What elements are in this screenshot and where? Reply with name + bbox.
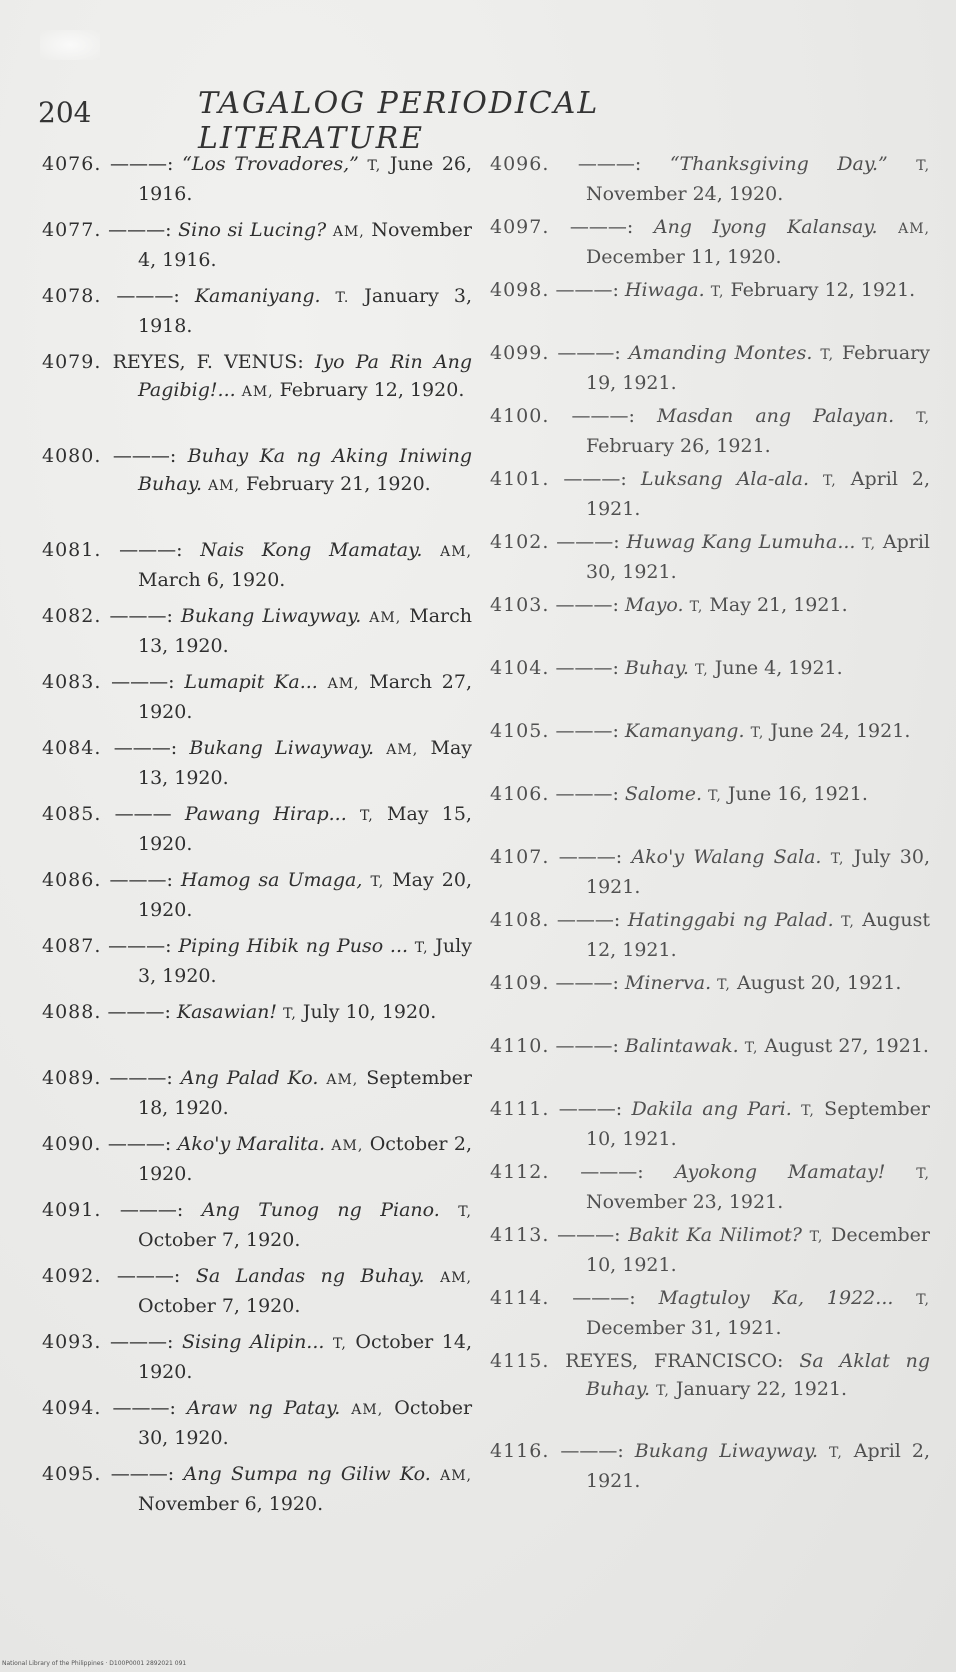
entry-author: ———:: [110, 1331, 174, 1353]
bibliography-entry: [42, 998, 472, 1064]
entry-title: “Los Trovadores,”: [182, 153, 359, 175]
bibliography-entry: [490, 717, 930, 780]
entry-periodical: AM,: [208, 478, 240, 494]
entry-title: Lumapit Ka...: [184, 671, 318, 693]
entry-date: May 21, 1921.: [709, 594, 848, 616]
bibliography-entry: [490, 969, 930, 1032]
entry-number: 4077.: [42, 219, 102, 241]
entry-number: 4079.: [42, 351, 102, 373]
bibliography-entry: [490, 843, 930, 906]
entry-date: June 16, 1921.: [727, 783, 868, 805]
entry-author: ———:: [109, 605, 173, 627]
entry-periodical: T,: [830, 851, 845, 867]
entry-title: Magtuloy Ka, 1922...: [658, 1287, 894, 1309]
bibliography-entry: [490, 465, 930, 528]
entry-title: Nais Kong Mamatay.: [200, 539, 423, 561]
bibliography-entry: [42, 668, 472, 734]
bibliography-entry: [42, 536, 472, 602]
entry-author: ———:: [109, 1067, 173, 1089]
entry-date: October 2, 1920.: [138, 1133, 473, 1185]
bibliography-entry: [490, 150, 930, 213]
entry-title: Dakila ang Pari.: [631, 1098, 792, 1120]
entry-date: February 21, 1920.: [246, 473, 431, 495]
entry-periodical: AM,: [440, 1270, 472, 1286]
left-column: [42, 150, 472, 1526]
bibliography-entry: [42, 216, 472, 282]
entry-author: ———:: [555, 972, 619, 994]
bibliography-entry: [490, 213, 930, 276]
entry-date: February 19, 1921.: [586, 342, 930, 394]
entry-title: Salome.: [624, 783, 703, 805]
bibliography-entry: [42, 282, 472, 348]
entry-date: October 7, 1920.: [138, 1295, 301, 1317]
bibliography-entry: [490, 276, 930, 339]
entry-title: Minerva.: [624, 972, 712, 994]
bibliography-entry: [490, 591, 930, 654]
entry-title: Buhay Ka ng Aking Iniwing Buhay.: [138, 445, 472, 495]
entry-periodical: T.: [335, 290, 350, 306]
page-smudge: [40, 30, 100, 60]
entry-periodical: T,: [801, 1103, 815, 1119]
entry-number: 4084.: [42, 737, 102, 759]
entry-periodical: T,: [750, 725, 765, 741]
entry-title: Amanding Montes.: [628, 342, 813, 364]
entry-author: ———:: [555, 279, 619, 301]
entry-periodical: T,: [694, 662, 709, 678]
entry-date: April 2, 1921.: [586, 468, 931, 520]
entry-date: September 18, 1920.: [138, 1067, 473, 1119]
entry-periodical: AM,: [369, 610, 402, 626]
entry-periodical: AM,: [331, 1138, 364, 1154]
bibliography-entry: [42, 1196, 472, 1262]
entry-number: 4103.: [490, 594, 550, 616]
entry-title: Bukang Liwayway.: [180, 605, 362, 627]
bibliography-entry: [490, 1437, 930, 1500]
entry-date: April 30, 1921.: [586, 531, 930, 583]
entry-number: 4086.: [42, 869, 102, 891]
entry-title: Araw ng Patay.: [186, 1397, 341, 1419]
bibliography-entry: [490, 339, 930, 402]
entry-periodical: T,: [370, 874, 385, 890]
entry-date: February 12, 1920.: [279, 379, 465, 401]
entry-number: 4092.: [42, 1265, 102, 1287]
entry-title: Mayo.: [624, 594, 684, 616]
bibliography-entry: [490, 906, 930, 969]
entry-number: 4106.: [490, 783, 550, 805]
entry-number: 4109.: [490, 972, 550, 994]
entry-periodical: T,: [656, 1383, 670, 1399]
entry-author: ———:: [580, 1161, 644, 1183]
entry-periodical: T,: [916, 158, 931, 174]
entry-periodical: AM,: [351, 1402, 384, 1418]
entry-author: REYES, F. VENUS:: [112, 351, 304, 373]
bibliography-entry: [42, 932, 472, 998]
entry-periodical: AM,: [440, 544, 473, 560]
entry-number: 4085.: [42, 803, 102, 825]
entry-number: 4115.: [490, 1350, 550, 1372]
entry-title: Ang Palad Ko.: [180, 1067, 319, 1089]
entry-author: ———:: [112, 1397, 176, 1419]
entry-periodical: AM,: [898, 221, 930, 237]
entry-number: 4095.: [42, 1463, 102, 1485]
entry-author: ———:: [556, 531, 620, 553]
entry-number: 4098.: [490, 279, 550, 301]
entry-author: ———:: [572, 1287, 636, 1309]
entry-date: August 12, 1921.: [586, 909, 930, 961]
entry-number: 4102.: [490, 531, 550, 553]
entry-title: Kamanyang.: [624, 720, 745, 742]
entry-periodical: T,: [717, 977, 731, 993]
entry-number: 4101.: [490, 468, 550, 490]
bibliography-entry: [490, 654, 930, 717]
bibliography-entry: [490, 1158, 930, 1221]
entry-title: Luksang Ala-ala.: [640, 468, 810, 490]
entry-author: ———:: [111, 671, 175, 693]
bibliography-entry: [490, 1221, 930, 1284]
entry-title: Balintawak.: [624, 1035, 739, 1057]
entry-title: Bukang Liwayway.: [634, 1440, 819, 1462]
entry-title: Ako'y Walang Sala.: [631, 846, 822, 868]
bibliography-entry: [42, 800, 472, 866]
entry-author: ———:: [555, 783, 619, 805]
entry-title: Ang Tunog ng Piano.: [201, 1199, 440, 1221]
entry-number: 4080.: [42, 445, 102, 467]
entry-periodical: T,: [820, 347, 835, 363]
entry-number: 4076.: [42, 153, 102, 175]
entry-number: 4108.: [490, 909, 550, 931]
entry-periodical: T,: [744, 1040, 759, 1056]
entry-author: REYES, FRANCISCO:: [565, 1350, 784, 1372]
bibliography-entry: [42, 1130, 472, 1196]
entry-number: 4104.: [490, 657, 550, 679]
entry-date: January 22, 1921.: [675, 1378, 848, 1400]
entry-date: May 15, 1920.: [138, 803, 472, 855]
bibliography-entry: [490, 1032, 930, 1095]
entry-title: Ang Iyong Kalansay.: [653, 216, 878, 238]
entry-number: 4107.: [490, 846, 550, 868]
entry-author: ———:: [110, 1463, 175, 1485]
entry-number: 4088.: [42, 1001, 102, 1023]
entry-title: Kamaniyang.: [194, 285, 321, 307]
entry-title: Iyo Pa Rin Ang Pagibig!...: [138, 351, 473, 401]
entry-periodical: T,: [333, 1336, 347, 1352]
page-number: 204: [38, 96, 92, 129]
entry-author: ———:: [119, 1199, 184, 1221]
entry-author: ———:: [112, 445, 177, 467]
entry-number: 4082.: [42, 605, 102, 627]
entry-date: November 23, 1921.: [586, 1191, 784, 1213]
entry-title: Hiwaga.: [624, 279, 705, 301]
entry-date: March 27, 1920.: [138, 671, 472, 723]
entry-author: ———:: [558, 1098, 623, 1120]
entry-author: ———: [114, 803, 172, 825]
entry-periodical: T,: [916, 1166, 930, 1182]
entry-date: July 3, 1920.: [138, 935, 472, 987]
entry-author: ———:: [116, 1265, 181, 1287]
bibliography-entry: [490, 780, 930, 843]
entry-number: 4081.: [42, 539, 102, 561]
entry-number: 4111.: [490, 1098, 550, 1120]
entry-date: November 4, 1916.: [138, 219, 472, 271]
entry-author: ———:: [109, 869, 173, 891]
entry-author: ———:: [116, 285, 180, 307]
entry-title: Piping Hibik ng Puso ...: [178, 935, 409, 957]
entry-date: February 26, 1921.: [586, 435, 771, 457]
entry-number: 4078.: [42, 285, 102, 307]
entry-periodical: T,: [708, 788, 722, 804]
entry-title: Sising Alipin...: [182, 1331, 325, 1353]
entry-title: Sa Aklat ng Buhay.: [586, 1350, 930, 1400]
bibliography-entry: [490, 1347, 930, 1437]
entry-author: ———:: [119, 539, 183, 561]
entry-number: 4087.: [42, 935, 102, 957]
bibliography-entry: [42, 150, 472, 216]
entry-author: ———:: [555, 1035, 619, 1057]
bibliography-entry: [490, 1284, 930, 1347]
entry-periodical: T,: [841, 914, 855, 930]
entry-date: June 24, 1921.: [770, 720, 911, 742]
entry-date: October 7, 1920.: [138, 1229, 301, 1251]
entry-periodical: AM,: [327, 676, 360, 692]
entry-periodical: AM,: [326, 1072, 359, 1088]
bibliography-entry: [490, 528, 930, 591]
entry-author: ———:: [557, 1224, 621, 1246]
entry-date: October 14, 1920.: [138, 1331, 472, 1383]
running-title: TAGALOG PERIODICAL LITERATURE: [198, 86, 600, 156]
entry-periodical: T,: [916, 1292, 931, 1308]
bibliography-entry: [42, 602, 472, 668]
entry-author: ———:: [113, 737, 178, 759]
entry-author: ———:: [108, 219, 172, 241]
entry-title: Buhay.: [624, 657, 689, 679]
bibliography-entry: [42, 442, 472, 536]
entry-periodical: T,: [367, 158, 382, 174]
entry-periodical: T,: [862, 536, 877, 552]
entry-author: ———:: [571, 405, 635, 427]
bibliography-entry: [42, 734, 472, 800]
entry-date: August 20, 1921.: [736, 972, 902, 994]
entry-number: 4094.: [42, 1397, 102, 1419]
entry-author: ———:: [107, 1001, 171, 1023]
entry-number: 4083.: [42, 671, 102, 693]
entry-number: 4089.: [42, 1067, 102, 1089]
entry-author: ———:: [557, 342, 621, 364]
entry-date: June 4, 1921.: [714, 657, 843, 679]
entry-title: Masdan ang Palayan.: [657, 405, 895, 427]
entry-date: June 26, 1916.: [138, 153, 473, 205]
entry-periodical: T,: [916, 410, 930, 426]
entry-author: ———:: [569, 216, 634, 238]
entry-title: Huwag Kang Lumuha...: [626, 531, 856, 553]
entry-author: ———:: [563, 468, 627, 490]
entry-author: ———:: [110, 153, 174, 175]
entry-date: November 6, 1920.: [138, 1493, 324, 1515]
page-header: [38, 86, 758, 156]
entry-date: April 2, 1921.: [586, 1440, 930, 1492]
entry-date: October 30, 1920.: [138, 1397, 473, 1449]
entry-title: “Thanksgiving Day.”: [669, 153, 888, 175]
entry-periodical: T,: [360, 808, 374, 824]
entry-date: February 12, 1921.: [730, 279, 916, 301]
entry-periodical: T,: [823, 473, 837, 489]
entry-date: May 13, 1920.: [138, 737, 473, 789]
entry-periodical: T,: [689, 599, 704, 615]
entry-number: 4112.: [490, 1161, 550, 1183]
entry-author: ———:: [555, 657, 619, 679]
entry-title: Hatinggabi ng Palad.: [627, 909, 834, 931]
bibliography-entry: [42, 1328, 472, 1394]
bibliography-entry: [42, 1460, 472, 1526]
entry-title: Ayokong Mamatay!: [674, 1161, 886, 1183]
entry-author: ———:: [555, 720, 619, 742]
entry-date: December 31, 1921.: [586, 1317, 782, 1339]
entry-periodical: AM,: [241, 384, 274, 400]
entry-date: September 10, 1921.: [586, 1098, 930, 1150]
bibliography-entry: [490, 1095, 930, 1158]
entry-author: ———:: [108, 935, 172, 957]
entry-number: 4110.: [490, 1035, 550, 1057]
entry-title: Hamog sa Umaga,: [180, 869, 363, 891]
entry-number: 4114.: [490, 1287, 550, 1309]
entry-title: Bukang Liwayway.: [189, 737, 374, 759]
footer-credit: National Library of the Philippines · D100P0001 2892021 091: [2, 1660, 187, 1667]
entry-number: 4113.: [490, 1224, 550, 1246]
entry-periodical: AM,: [440, 1468, 472, 1484]
bibliography-entry: [42, 1262, 472, 1328]
entry-number: 4097.: [490, 216, 550, 238]
entry-periodical: T,: [283, 1006, 297, 1022]
entry-date: December 10, 1921.: [586, 1224, 930, 1276]
entry-periodical: T,: [414, 940, 429, 956]
entry-number: 4105.: [490, 720, 550, 742]
entry-periodical: T,: [809, 1229, 824, 1245]
entry-author: ———:: [556, 909, 621, 931]
entry-number: 4091.: [42, 1199, 102, 1221]
entry-title: Sa Landas ng Buhay.: [195, 1265, 425, 1287]
entry-date: March 6, 1920.: [138, 569, 286, 591]
entry-number: 4096.: [490, 153, 550, 175]
entry-author: ———:: [558, 846, 623, 868]
entry-number: 4100.: [490, 405, 550, 427]
bibliography-entry: [490, 402, 930, 465]
entry-number: 4116.: [490, 1440, 550, 1462]
entry-author: ———:: [555, 594, 619, 616]
entry-date: December 11, 1920.: [586, 246, 782, 268]
right-column: [490, 150, 930, 1500]
entry-date: August 27, 1921.: [764, 1035, 929, 1057]
entry-periodical: T,: [829, 1445, 843, 1461]
entry-date: January 3, 1918.: [138, 285, 472, 337]
entry-periodical: T,: [458, 1204, 472, 1220]
bibliography-entry: [42, 1394, 472, 1460]
entry-title: Kasawian!: [176, 1001, 278, 1023]
entry-number: 4093.: [42, 1331, 102, 1353]
bibliography-entry: [42, 348, 472, 442]
entry-title: Pawang Hirap...: [184, 803, 347, 825]
entry-periodical: AM,: [332, 224, 365, 240]
entry-periodical: T,: [710, 284, 725, 300]
entry-title: Ang Sumpa ng Giliw Ko.: [183, 1463, 431, 1485]
entry-periodical: AM,: [386, 742, 419, 758]
bibliography-entry: [42, 1064, 472, 1130]
entry-date: November 24, 1920.: [586, 183, 784, 205]
entry-author: ———:: [560, 1440, 624, 1462]
entry-number: 4090.: [42, 1133, 102, 1155]
bibliography-entry: [42, 866, 472, 932]
entry-number: 4099.: [490, 342, 550, 364]
entry-date: July 30, 1921.: [586, 846, 931, 898]
entry-author: ———:: [107, 1133, 172, 1155]
entry-title: Ako'y Maralita.: [177, 1133, 325, 1155]
entry-date: March 13, 1920.: [138, 605, 472, 657]
entry-title: Bakit Ka Nilimot?: [628, 1224, 802, 1246]
entry-title: Sino si Lucing?: [178, 219, 327, 241]
entry-date: May 20, 1920.: [138, 869, 472, 921]
entry-author: ———:: [577, 153, 642, 175]
entry-date: July 10, 1920.: [302, 1001, 437, 1023]
